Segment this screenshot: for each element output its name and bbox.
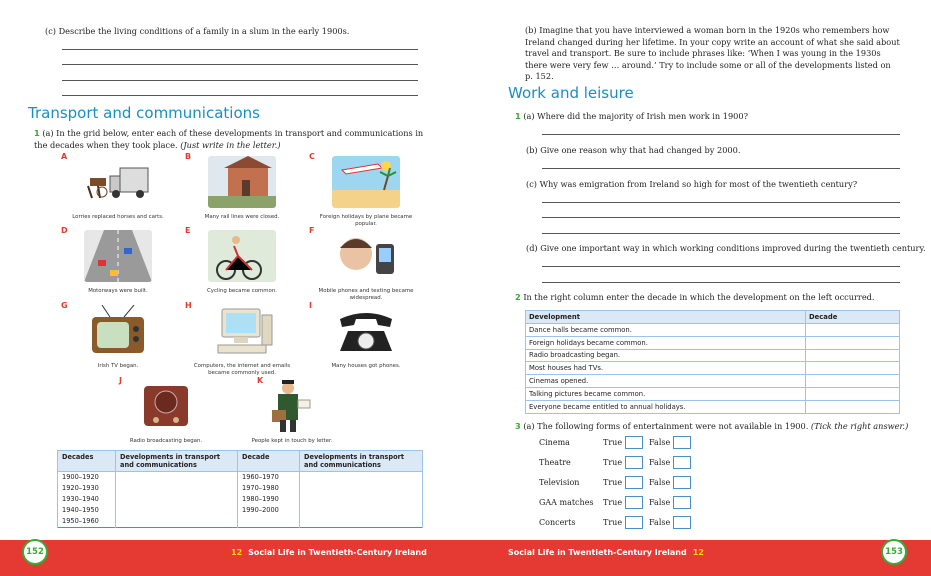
question-1a-work: 1 (a) Where did the majority of Irish men work in 1900? bbox=[515, 111, 748, 121]
table-row bbox=[58, 483, 423, 494]
lorry-horse-cart-icon bbox=[84, 156, 152, 208]
answer-cell[interactable] bbox=[116, 494, 238, 505]
postman-icon bbox=[258, 380, 326, 432]
decade-cell: 1950–1960 bbox=[58, 516, 116, 528]
column-header: Decade bbox=[806, 311, 900, 324]
column-header: Developments in transport and communications bbox=[116, 451, 238, 472]
decade-answer-cell[interactable] bbox=[806, 400, 900, 413]
table-row bbox=[58, 472, 423, 484]
footer-bar bbox=[0, 540, 931, 576]
section-heading: Transport and communications bbox=[28, 104, 260, 122]
question-1b: (b) Imagine that you have interviewed a woman born in the 1920s who remembers how Ireland changed during her lifetime. In your copy write an account of what she said about travel and transport. Be sure to include phrases like: ‘When I was young in the 1930s there were very few … around.’ Try to include some or all of the developments listed on p. 152. bbox=[525, 25, 900, 81]
picture-f: F Mobile phones and texting became widespread. bbox=[309, 226, 414, 301]
left-page bbox=[0, 0, 466, 540]
decade-cell: 1920–1930 bbox=[58, 483, 116, 494]
true-checkbox[interactable] bbox=[625, 436, 643, 449]
false-checkbox[interactable] bbox=[673, 456, 691, 469]
table-row bbox=[58, 494, 423, 505]
decades-table bbox=[57, 450, 423, 528]
picture-j: J Radio broadcasting began. bbox=[119, 376, 203, 444]
table-row bbox=[526, 375, 900, 388]
answer-line[interactable] bbox=[542, 233, 900, 234]
question-1b-work: (b) Give one reason why that had changed by 2000. bbox=[526, 145, 741, 155]
picture-h: H Computers, the internet and emails became commonly used. bbox=[185, 301, 291, 376]
entertainment-row: Theatre True False bbox=[539, 456, 691, 469]
answer-cell[interactable] bbox=[116, 483, 238, 494]
table-row bbox=[58, 505, 423, 516]
table-row bbox=[526, 387, 900, 400]
answer-line[interactable] bbox=[62, 64, 418, 65]
answer-line[interactable] bbox=[542, 134, 900, 135]
entertainment-row: Concerts True False bbox=[539, 516, 691, 529]
motorway-icon bbox=[84, 230, 152, 282]
false-checkbox[interactable] bbox=[673, 436, 691, 449]
picture-b: B Many rail lines were closed. bbox=[185, 152, 280, 220]
question-number: 1 bbox=[515, 111, 521, 121]
answer-line[interactable] bbox=[542, 282, 900, 283]
true-checkbox[interactable] bbox=[625, 496, 643, 509]
answer-cell[interactable] bbox=[300, 505, 423, 516]
right-page bbox=[466, 0, 931, 540]
answer-line[interactable] bbox=[62, 49, 418, 50]
column-header: Decades bbox=[58, 451, 116, 472]
answer-line[interactable] bbox=[542, 202, 900, 203]
answer-line[interactable] bbox=[542, 266, 900, 267]
computer-icon bbox=[208, 305, 276, 357]
table-row bbox=[526, 349, 900, 362]
table-row bbox=[526, 324, 900, 337]
picture-k: K People kept in touch by letter. bbox=[251, 376, 333, 444]
decade-cell: 1940–1950 bbox=[58, 505, 116, 516]
picture-d: D Motorways were built. bbox=[63, 230, 173, 295]
decade-cell: 1970–1980 bbox=[238, 483, 300, 494]
question-1d-work: (d) Give one important way in which working conditions improved during the twentieth century. bbox=[526, 243, 926, 253]
question-number: 3 bbox=[515, 421, 521, 431]
answer-line[interactable] bbox=[62, 80, 418, 81]
picture-c: C Foreign holidays by plane became popular. bbox=[309, 152, 413, 227]
picture-g: G Irish TV began. bbox=[63, 305, 173, 370]
answer-line[interactable] bbox=[542, 168, 900, 169]
question-number: 2 bbox=[515, 292, 521, 302]
table-row bbox=[58, 516, 423, 528]
page-number-right: 153 bbox=[881, 539, 907, 565]
section-heading: Work and leisure bbox=[508, 84, 634, 102]
railway-station-icon bbox=[208, 156, 276, 208]
picture-a: A Lorries replaced horses and carts. bbox=[61, 152, 164, 220]
answer-cell[interactable] bbox=[116, 505, 238, 516]
answer-line[interactable] bbox=[62, 95, 418, 96]
column-header: Developments in transport and communications bbox=[300, 451, 423, 472]
decade-answer-cell[interactable] bbox=[806, 362, 900, 375]
decade-answer-cell[interactable] bbox=[806, 387, 900, 400]
bicycle-icon bbox=[208, 230, 276, 282]
answer-line[interactable] bbox=[542, 217, 900, 218]
decade-answer-cell[interactable] bbox=[806, 336, 900, 349]
false-checkbox[interactable] bbox=[673, 476, 691, 489]
development-cell: Foreign holidays became common. bbox=[526, 336, 806, 349]
answer-cell[interactable] bbox=[300, 472, 423, 484]
entertainment-row: GAA matches True False bbox=[539, 496, 691, 509]
table-row bbox=[526, 336, 900, 349]
decade-cell: 1990–2000 bbox=[238, 505, 300, 516]
answer-cell[interactable] bbox=[116, 472, 238, 484]
column-header: Decade bbox=[238, 451, 300, 472]
radio-icon bbox=[132, 380, 200, 432]
beach-plane-icon bbox=[332, 156, 400, 208]
question-1c: (c) Describe the living conditions of a family in a slum in the early 1900s. bbox=[45, 26, 350, 36]
entertainment-row: Television True False bbox=[539, 476, 691, 489]
table-row bbox=[526, 400, 900, 413]
answer-cell[interactable] bbox=[300, 483, 423, 494]
true-checkbox[interactable] bbox=[625, 476, 643, 489]
footer-title-right: Social Life in Twentieth-Century Ireland 12 bbox=[508, 548, 704, 557]
decade-cell: 1900–1920 bbox=[58, 472, 116, 484]
decade-answer-cell[interactable] bbox=[806, 349, 900, 362]
decade-cell: 1930–1940 bbox=[58, 494, 116, 505]
question-2: 2 In the right column enter the decade in which the development on the left occurred. bbox=[515, 292, 875, 302]
true-checkbox[interactable] bbox=[625, 456, 643, 469]
mobile-phone-icon bbox=[332, 230, 400, 282]
column-header: Development bbox=[526, 311, 806, 324]
false-checkbox[interactable] bbox=[673, 516, 691, 529]
development-cell: Dance halls became common. bbox=[526, 324, 806, 337]
table-row bbox=[526, 362, 900, 375]
question-1a: 1 (a) In the grid below, enter each of these developments in transport and communications in the decades when they took place. (Just write in the letter.) bbox=[34, 128, 424, 150]
decade-cell: 1960–1970 bbox=[238, 472, 300, 484]
development-table bbox=[525, 310, 900, 414]
development-cell: Most houses had TVs. bbox=[526, 362, 806, 375]
picture-e: E Cycling became common. bbox=[185, 226, 277, 294]
footer-title-left: 12 Social Life in Twentieth-Century Ireland bbox=[231, 548, 427, 557]
development-cell: Talking pictures became common. bbox=[526, 387, 806, 400]
question-1c-work: (c) Why was emigration from Ireland so high for most of the twentieth century? bbox=[526, 179, 858, 189]
development-cell: Cinemas opened. bbox=[526, 375, 806, 388]
false-checkbox[interactable] bbox=[673, 496, 691, 509]
decade-cell: 1980–1990 bbox=[238, 494, 300, 505]
decade-answer-cell[interactable] bbox=[806, 375, 900, 388]
decade-cell bbox=[238, 516, 300, 528]
question-number: 1 bbox=[34, 128, 40, 138]
answer-cell bbox=[300, 516, 423, 528]
true-checkbox[interactable] bbox=[625, 516, 643, 529]
telephone-icon bbox=[332, 305, 400, 357]
page-number-left: 152 bbox=[22, 539, 48, 565]
answer-cell[interactable] bbox=[300, 494, 423, 505]
television-icon bbox=[84, 305, 152, 357]
decade-answer-cell[interactable] bbox=[806, 324, 900, 337]
development-cell: Radio broadcasting began. bbox=[526, 349, 806, 362]
development-cell: Everyone became entitled to annual holidays. bbox=[526, 400, 806, 413]
answer-cell[interactable] bbox=[116, 516, 238, 528]
entertainment-row: Cinema True False bbox=[539, 436, 691, 449]
picture-i: I Many houses got phones. bbox=[309, 301, 401, 369]
question-3a: 3 (a) The following forms of entertainment were not available in 1900. (Tick the right answer.) bbox=[515, 421, 909, 431]
